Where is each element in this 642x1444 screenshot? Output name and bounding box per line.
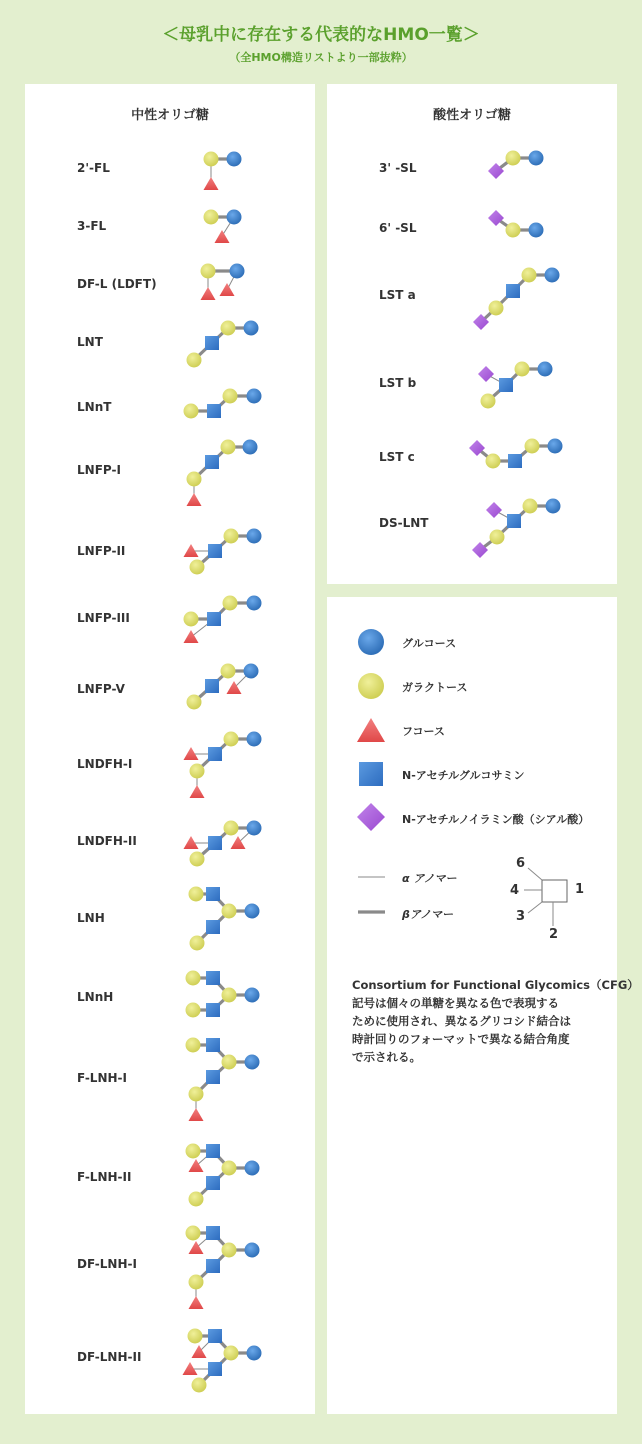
galactose-circle-icon xyxy=(186,1003,201,1018)
glucose-circle-icon xyxy=(230,264,245,279)
row-label-lnh: LNH xyxy=(77,911,105,925)
galactose-circle-icon xyxy=(204,152,219,167)
position-4: 4 xyxy=(510,883,520,898)
galactose-circle-icon xyxy=(490,530,505,545)
glucose-circle-icon xyxy=(538,362,553,377)
galactose-circle-icon xyxy=(204,210,219,225)
galactose-circle-icon xyxy=(515,362,530,377)
galactose-circle-icon xyxy=(192,1378,207,1393)
glcnac-square-icon xyxy=(206,971,220,985)
row-label-lnt: LNT xyxy=(77,335,103,349)
row-label-df-lnh-1: DF-LNH-I xyxy=(77,1257,137,1271)
row-label-lnfp-5: LNFP-V xyxy=(77,682,125,696)
galactose-circle-icon xyxy=(187,472,202,487)
row-label-ds-lnt: DS-LNT xyxy=(379,516,429,530)
glucose-circle-icon xyxy=(245,904,260,919)
row-label-3sl: 3' -SL xyxy=(379,161,417,175)
alpha-anomer-label: α アノマー xyxy=(402,872,457,885)
glcnac-square-icon xyxy=(206,1176,220,1190)
galactose-circle-icon xyxy=(184,612,199,627)
glucose-circle-icon xyxy=(529,223,544,238)
galactose-circle-icon xyxy=(224,1346,239,1361)
row-label-3fl: 3-FL xyxy=(77,219,107,233)
glucose-circle-icon xyxy=(546,499,561,514)
legend-label-galactose: ガラクトース xyxy=(402,681,468,694)
description-line: で示される。 xyxy=(352,1050,421,1064)
position-3: 3 xyxy=(516,909,526,924)
glcnac-square-icon xyxy=(206,1038,220,1052)
neu5ac-diamond-icon xyxy=(478,366,494,382)
page-title: ＜母乳中に存在する代表的なHMO一覧＞ xyxy=(162,25,480,45)
neu5ac-diamond-icon xyxy=(486,502,502,518)
position-diagram-box xyxy=(542,880,567,902)
glcnac-square-icon xyxy=(208,747,222,761)
galactose-circle-icon xyxy=(223,389,238,404)
galactose-circle-icon xyxy=(201,264,216,279)
page-subtitle: （全HMO構造リストより一部抜粋） xyxy=(229,51,413,64)
galactose-circle-icon xyxy=(187,695,202,710)
position-2: 2 xyxy=(549,927,559,942)
glcnac-square-icon xyxy=(508,454,522,468)
row-label-lst-b: LST b xyxy=(379,376,417,390)
glcnac-square-icon xyxy=(359,762,383,786)
galactose-circle-icon xyxy=(189,887,204,902)
glcnac-square-icon xyxy=(205,455,219,469)
galactose-circle-icon xyxy=(224,821,239,836)
legend-label-glucose: グルコース xyxy=(402,637,457,650)
glucose-circle-icon xyxy=(245,988,260,1003)
glucose-circle-icon xyxy=(245,1161,260,1176)
glcnac-square-icon xyxy=(206,1070,220,1084)
galactose-circle-icon xyxy=(506,223,521,238)
acidic-panel-title: 酸性オリゴ糖 xyxy=(433,108,511,123)
glcnac-square-icon xyxy=(205,679,219,693)
legend-label-fucose: フコース xyxy=(402,725,445,738)
galactose-circle-icon xyxy=(222,1161,237,1176)
glcnac-square-icon xyxy=(206,920,220,934)
glucose-circle-icon xyxy=(245,1243,260,1258)
row-label-f-lnh-1: F-LNH-I xyxy=(77,1071,127,1085)
fucose-triangle-icon xyxy=(201,287,216,300)
galactose-circle-icon xyxy=(187,353,202,368)
galactose-circle-icon xyxy=(486,454,501,469)
glcnac-square-icon xyxy=(207,612,221,626)
galactose-circle-icon xyxy=(224,732,239,747)
fucose-triangle-icon xyxy=(357,718,385,742)
glycosidic-bond xyxy=(528,902,542,913)
galactose-circle-icon xyxy=(222,988,237,1003)
row-label-lst-a: LST a xyxy=(379,288,416,302)
fucose-triangle-icon xyxy=(190,785,205,798)
galactose-circle-icon xyxy=(358,673,384,699)
glcnac-square-icon xyxy=(208,544,222,558)
galactose-circle-icon xyxy=(184,404,199,419)
fucose-triangle-icon xyxy=(220,283,235,296)
glucose-circle-icon xyxy=(548,439,563,454)
galactose-circle-icon xyxy=(186,1144,201,1159)
row-label-lnnh: LNnH xyxy=(77,990,114,1004)
galactose-circle-icon xyxy=(224,529,239,544)
row-label-lnfp-3: LNFP-III xyxy=(77,611,130,625)
row-label-lndfh-2: LNDFH-II xyxy=(77,834,137,848)
glucose-circle-icon xyxy=(247,1346,262,1361)
fucose-triangle-icon xyxy=(189,1108,204,1121)
galactose-circle-icon xyxy=(522,268,537,283)
galactose-circle-icon xyxy=(188,1329,203,1344)
glucose-circle-icon xyxy=(247,529,262,544)
description-line: 記号は個々の単糖を異なる色で表現する xyxy=(352,996,559,1010)
glcnac-square-icon xyxy=(208,1362,222,1376)
fucose-triangle-icon xyxy=(204,177,219,190)
glcnac-square-icon xyxy=(207,404,221,418)
galactose-circle-icon xyxy=(189,1275,204,1290)
galactose-circle-icon xyxy=(190,852,205,867)
row-label-df-lnh-2: DF-LNH-II xyxy=(77,1350,142,1364)
galactose-circle-icon xyxy=(190,560,205,575)
fucose-triangle-icon xyxy=(189,1296,204,1309)
row-label-lst-c: LST c xyxy=(379,450,415,464)
glucose-circle-icon xyxy=(247,389,262,404)
galactose-circle-icon xyxy=(221,664,236,679)
galactose-circle-icon xyxy=(189,1087,204,1102)
galactose-circle-icon xyxy=(186,971,201,986)
row-label-lnfp-1: LNFP-I xyxy=(77,463,121,477)
legend-label-neu5ac: N-アセチルノイラミン酸（シアル酸） xyxy=(402,813,590,826)
glucose-circle-icon xyxy=(247,732,262,747)
glucose-circle-icon xyxy=(358,629,384,655)
glucose-circle-icon xyxy=(529,151,544,166)
glucose-circle-icon xyxy=(244,664,259,679)
galactose-circle-icon xyxy=(523,499,538,514)
description-line: ために使用され、異なるグリコシド結合は xyxy=(352,1014,571,1028)
row-label-f-lnh-2: F-LNH-II xyxy=(77,1170,132,1184)
glucose-circle-icon xyxy=(247,596,262,611)
row-label-lnfp-2: LNFP-II xyxy=(77,544,126,558)
glcnac-square-icon xyxy=(205,336,219,350)
glucose-circle-icon xyxy=(545,268,560,283)
galactose-circle-icon xyxy=(221,321,236,336)
fucose-triangle-icon xyxy=(184,630,199,643)
glcnac-square-icon xyxy=(507,514,521,528)
fucose-triangle-icon xyxy=(187,493,202,506)
galactose-circle-icon xyxy=(222,1243,237,1258)
description-line: Consortium for Functional Glycomics（CFG） xyxy=(352,978,639,992)
row-label-dfl: DF-L (LDFT) xyxy=(77,277,157,291)
glcnac-square-icon xyxy=(208,1329,222,1343)
galactose-circle-icon xyxy=(525,439,540,454)
glcnac-square-icon xyxy=(206,1144,220,1158)
glcnac-square-icon xyxy=(206,1003,220,1017)
description-line: 時計回りのフォーマットで異なる結合角度 xyxy=(352,1032,570,1046)
glcnac-square-icon xyxy=(208,836,222,850)
glcnac-square-icon xyxy=(206,887,220,901)
neutral-panel-title: 中性オリゴ糖 xyxy=(131,108,209,123)
galactose-circle-icon xyxy=(506,151,521,166)
galactose-circle-icon xyxy=(222,904,237,919)
position-6: 6 xyxy=(516,856,526,871)
row-label-lndfh-1: LNDFH-I xyxy=(77,757,133,771)
galactose-circle-icon xyxy=(221,440,236,455)
galactose-circle-icon xyxy=(481,394,496,409)
galactose-circle-icon xyxy=(222,1055,237,1070)
galactose-circle-icon xyxy=(489,301,504,316)
legend-label-glcnac: N-アセチルグルコサミン xyxy=(402,769,525,782)
glucose-circle-icon xyxy=(247,821,262,836)
galactose-circle-icon xyxy=(190,936,205,951)
glcnac-square-icon xyxy=(506,284,520,298)
galactose-circle-icon xyxy=(190,764,205,779)
glcnac-square-icon xyxy=(499,378,513,392)
row-label-2fl: 2'-FL xyxy=(77,161,110,175)
glcnac-square-icon xyxy=(206,1259,220,1273)
glucose-circle-icon xyxy=(245,1055,260,1070)
galactose-circle-icon xyxy=(186,1038,201,1053)
beta-anomer-label: βアノマー xyxy=(402,908,453,921)
glucose-circle-icon xyxy=(244,321,259,336)
galactose-circle-icon xyxy=(189,1192,204,1207)
glucose-circle-icon xyxy=(227,152,242,167)
row-label-6sl: 6' -SL xyxy=(379,221,417,235)
glucose-circle-icon xyxy=(227,210,242,225)
glycosidic-bond xyxy=(528,868,542,880)
neu5ac-diamond-icon xyxy=(357,803,385,831)
galactose-circle-icon xyxy=(186,1226,201,1241)
position-1: 1 xyxy=(575,882,585,897)
glcnac-square-icon xyxy=(206,1226,220,1240)
fucose-triangle-icon xyxy=(215,230,230,243)
glucose-circle-icon xyxy=(243,440,258,455)
row-label-lnnt: LNnT xyxy=(77,400,112,414)
galactose-circle-icon xyxy=(223,596,238,611)
